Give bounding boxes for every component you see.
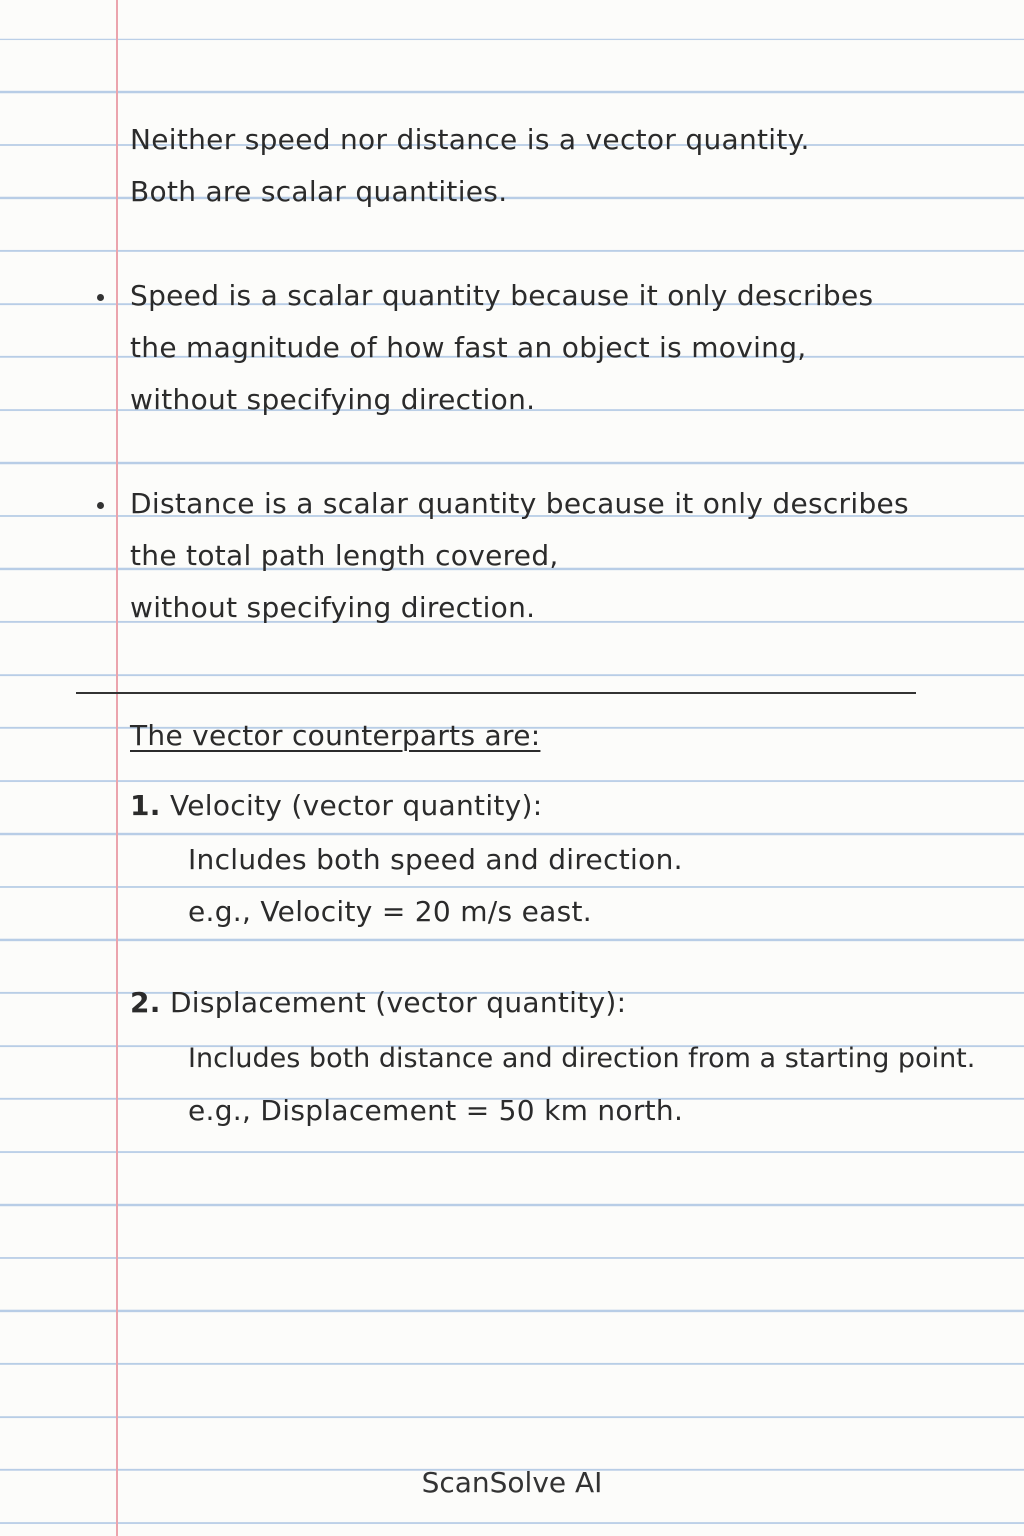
velocity-title-line bbox=[130, 789, 543, 823]
distance-line-1: Distance is a scalar quantity because it only describes bbox=[130, 487, 909, 520]
displacement-title-line bbox=[130, 986, 626, 1020]
item-number: 2. bbox=[130, 986, 161, 1019]
velocity-example: e.g., Velocity = 20 m/s east. bbox=[188, 895, 592, 928]
displacement-description: Includes both distance and direction from a starting point. bbox=[188, 1043, 976, 1074]
speed-line-1: Speed is a scalar quantity because it only describes bbox=[130, 279, 874, 312]
section-divider bbox=[76, 692, 916, 694]
displacement-title: Displacement (vector quantity): bbox=[169, 986, 627, 1019]
section-heading: The vector counterparts are: bbox=[130, 719, 541, 752]
intro-line-1: Neither speed nor distance is a vector quantity. bbox=[130, 123, 810, 156]
speed-line-2: the magnitude of how fast an object is moving, bbox=[130, 331, 807, 364]
speed-line-3: without specifying direction. bbox=[130, 383, 536, 416]
velocity-title: Velocity (vector quantity): bbox=[169, 789, 543, 822]
intro-line-2: Both are scalar quantities. bbox=[130, 175, 508, 208]
velocity-description: Includes both speed and direction. bbox=[188, 843, 683, 876]
distance-line-3: without specifying direction. bbox=[130, 591, 536, 624]
item-number: 1. bbox=[130, 789, 161, 822]
footer-brand: ScanSolve AI bbox=[421, 1466, 603, 1499]
margin-line bbox=[116, 0, 118, 1536]
bullet-dot bbox=[97, 294, 104, 301]
distance-line-2: the total path length covered, bbox=[130, 539, 559, 572]
bullet-dot bbox=[97, 502, 104, 509]
displacement-example: e.g., Displacement = 50 km north. bbox=[188, 1094, 684, 1127]
